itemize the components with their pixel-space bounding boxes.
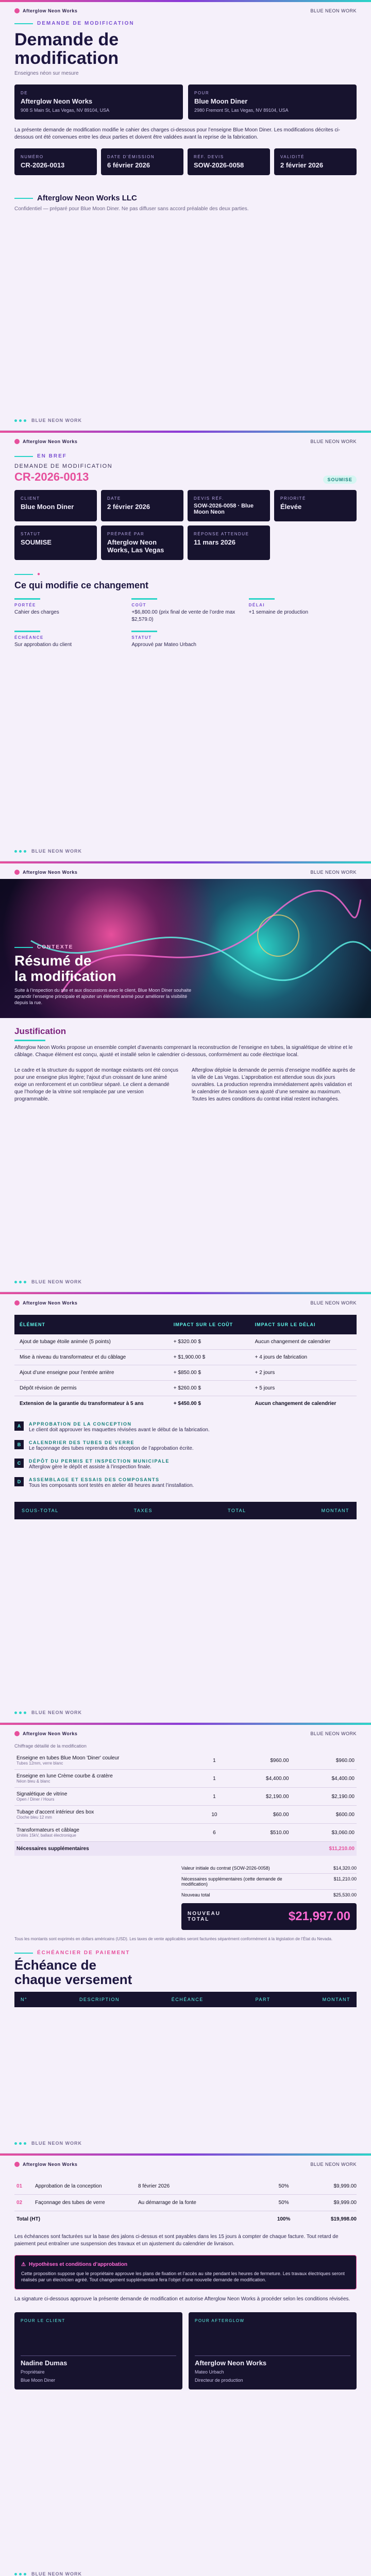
table-caption: Chiffrage détaillé de la modification xyxy=(14,1743,87,1749)
logo-mark-icon xyxy=(14,1731,20,1736)
justification-text: Afterglow Neon Works propose un ensemble complet d’avenants comprenant la reconstruction de l’enseigne en tubes, la signalétique de vitrine et le câblage. Chaque élément est conçu, ajusté et installé selon le calendrier ci-dessous, conformément au code électrique local. xyxy=(14,1045,353,1058)
page-summary: Afterglow Neon Works BLUE NEON WORK EN BREF DEMANDE DE MODIFICATION CR-2026-0013 SOUMISE CLIENT Blue Moon Diner DATE 2 février 2026 DEVIS RÉF. SOW-2026-0058 · Blue Moon Neon PRIORITÉ Élevée STATUT SOUMISE PRÉPARÉ PAR Afterglow Neon Works, Las Vegas RÉPONSE ATTENDUE 11 mars 2026 ● Ce qui modifie ce changement PORTÉE Cahier des charges COÛT +$6,800.00 (prix final de vente de l’ordre max $2,579.0) DÉLAI +1 semaine de production ÉCHÉANCE Sur approbation du client STATUT Approuvé par Mateo Urbach BLUE NEON WORK xyxy=(0,431,371,861)
pricing-table xyxy=(14,1752,357,1856)
term-marker-icon: A xyxy=(14,1421,24,1431)
payment-eyebrow: ÉCHÉANCIER DE PAIEMENT xyxy=(14,1950,357,1956)
impact-table: ÉLÉMENT IMPACT SUR LE COÛT IMPACT SUR LE DÉLAI Ajout de tubage étoile animée (5 points) + $320.00 $ Aucun changement de calendrier Mise à niveau du transformateur et du câblage + $1,900.00 $ + 4 jours de fabrication Ajout d’une enseigne pour l’entrée arrière + $850.00 $ + 2 jours Dépôt révision de permis + $260.00 $ + 5 jours Extension de la garantie du transformateur à 5 ans + $450.00 $ Aucun changement de calendrier xyxy=(14,1315,357,1411)
change-item: COÛT +$6,800.00 (prix final de vente de l’ordre max $2,579.0) xyxy=(131,598,239,623)
meta-grid: NUMÉRO CR-2026-0013 DATE D’ÉMISSION 6 février 2026 RÉF. DEVIS SOW-2026-0058 VALIDITÉ 2 février 2026 xyxy=(14,148,357,175)
signature-client: POUR LE CLIENT Nadine Dumas Propriétaire Blue Moon Diner xyxy=(14,2312,182,2389)
term-marker-icon: B xyxy=(14,1440,24,1449)
payment-terms: Les échéances sont facturées sur la base des jalons ci-dessus et sont payables dans les 15 jours à compter de chaque facture. Tout retard de paiement peut entraîner une suspension des travaux et un ajustement du calendrier de livraison. xyxy=(14,2234,339,2247)
table-row: Enseigne en tubes Blue Moon 'Diner' couleur Tubes 12mm, verre blanc 1 $960.00 $960.00 xyxy=(14,1752,357,1770)
payment-title: Échéance de chaque versement xyxy=(14,1957,132,1987)
intro-text: La présente demande de modification modifie le cahier des charges ci-dessous pour l’enseigne Blue Moon Diner. Les modifications décrites ci-dessous ont été convenues entre les deux parties et doivent être validées avant la reprise de la fabrication. xyxy=(14,127,341,140)
context-right: Afterglow déploie la demande de permis d’enseigne modifiée auprès de la ville de Las Vegas. L’approbation est attendue sous dix jours ouvrables. La production reprendra immédiatement après validation et le calendrier de livraison sera ajusté d’une semaine au maximum. Toutes les autres conditions du contrat initial restent inchangées. xyxy=(192,1067,356,1102)
hero-eyebrow: CONTEXTE xyxy=(14,944,200,950)
term-marker-icon: C xyxy=(14,1459,24,1468)
changes-list xyxy=(14,598,357,649)
company-name: Afterglow Neon Works xyxy=(23,8,78,13)
signature-vendor: POUR AFTERGLOW Afterglow Neon Works Mateo Urbach Directeur de production xyxy=(189,2312,357,2389)
doc-kind: DEMANDE DE MODIFICATION xyxy=(14,463,113,469)
table-row: Ajout de tubage étoile animée (5 points) + $320.00 $ Aucun changement de calendrier xyxy=(14,1334,357,1350)
page-cover xyxy=(0,0,371,431)
page-header xyxy=(0,2,371,18)
change-item: PORTÉE Cahier des charges xyxy=(14,598,122,623)
table-row: Dépôt révision de permis + $260.00 $ + 5 jours xyxy=(14,1381,357,1396)
eyebrow: DEMANDE DE MODIFICATION xyxy=(14,21,357,26)
logo-mark-icon xyxy=(14,439,20,444)
term-marker-icon: D xyxy=(14,1477,24,1486)
status-badge: SOUMISE xyxy=(323,476,357,484)
justification-title: Justification xyxy=(14,1026,66,1036)
context-left: Le cadre et la structure du support de montage existants ont été conçus pour une enseigne plus légère; l’ajout d’un croissant de lune animé exige un renforcement et un contrôleur séparé. Le client a demandé que l’horloge de la vitrine soit remplacée par une version programmable. xyxy=(14,1067,178,1102)
logo-mark-icon xyxy=(14,1300,20,1306)
totals-strip: SOUS-TOTAL TAXES TOTAL MONTANT xyxy=(14,1502,357,1519)
to-card: POUR Blue Moon Diner 2980 Fremont St, Las Vegas, NV 89104, USA xyxy=(188,84,357,120)
header-code: BLUE NEON WORK xyxy=(310,8,357,13)
table-row: Ajout d’une enseigne pour l’entrée arrière + $850.00 $ + 2 jours xyxy=(14,1365,357,1381)
term-item: D ASSEMBLAGE ET ESSAIS DES COMPOSANTS Tous les composants sont testés en atelier 48 heures avant l’installation. xyxy=(14,1477,357,1489)
table-row: Tubage d’accent intérieur des box Cloche bleu 12 mm 10 $60.00 $600.00 xyxy=(14,1806,357,1824)
summary-box: Valeur initiale du contrat (SOW-2026-0058) $14,320.00 Nécessaires supplémentaires (cette demande de modification) $11,210.00 Nouveau total $25,530.00 NOUVEAU TOTAL $21,997.00 xyxy=(181,1863,357,1930)
table-row: Signalétique de vitrine Open / Diner / Hours 1 $2,190.00 $2,190.00 xyxy=(14,1788,357,1806)
terms-list xyxy=(14,1421,357,1489)
hero-title: Résumé de la modification xyxy=(14,953,116,984)
changes-title: Ce qui modifie ce changement xyxy=(14,580,149,590)
table-row: Transformateurs et câblage Unités 15kV, ballast électronique 6 $510.00 $3,060.00 xyxy=(14,1824,357,1842)
change-item: STATUT Approuvé par Mateo Urbach xyxy=(131,631,239,649)
hero-text: Suite à l’inspection du site et aux discussions avec le client, Blue Moon Diner souhaite agrandir l’enseigne principale et ajouter un élément animé pour améliorer la visibilité depuis la rue. xyxy=(14,988,192,1005)
approval-text: La signature ci-dessous approuve la présente demande de modification et autorise Afterglow Neon Works à procéder selon les conditions révisées. xyxy=(14,2296,350,2302)
company-logo xyxy=(14,8,77,13)
change-item: ÉCHÉANCE Sur approbation du client xyxy=(14,631,122,649)
from-card: DE Afterglow Neon Works 908 S Main St, Las Vegas, NV 89104, USA xyxy=(14,84,183,120)
signature-company: Afterglow Neon Works LLC xyxy=(37,194,137,202)
hero-image xyxy=(0,879,371,1018)
logo-mark-icon xyxy=(14,8,20,13)
callout-box: ⚠ Hypothèses et conditions d’approbation Cette proposition suppose que le propriétaire approuve les plans de fixation et l’accès au site pendant les heures de fermeture. Les travaux électriques seront réalisés par un électricien agréé. Tout changement supplémentaire fera l’objet d’une nouvelle demande de modification. xyxy=(14,2255,357,2290)
logo-mark-icon xyxy=(14,2162,20,2167)
warning-icon: ⚠ xyxy=(21,2262,26,2267)
currency-note: Tous les montants sont exprimés en dollars américains (USD). Les taxes de vente applicables seront facturées séparément conformément à la législation de l’État du Nevada. xyxy=(14,1937,333,1941)
payment-table xyxy=(14,2178,357,2227)
table-row: 01 Approbation de la conception 8 février 2026 50% $9,999.00 xyxy=(14,2178,357,2195)
document-title: Demande de modification xyxy=(14,30,119,68)
doc-number: CR-2026-0013 xyxy=(14,470,89,483)
eyebrow: EN BREF xyxy=(14,453,357,459)
page-pricing: Afterglow Neon Works BLUE NEON WORK Chiffrage détaillé de la modification Enseigne en tubes Blue Moon 'Diner' couleur Tubes 12mm, verre blanc 1 $960.00 $960.00 Enseigne en lune Crème courbe & cratère Néon bleu & blanc 1 $4,400.00 $4,400.00 Signalétique de vitrine Open / Diner / Hours 1 $2,190.00 $2,190.00 Tubage d’accent intérieur des box Cloche bleu 12 mm 10 $60.00 $600.00 Transformateurs et câblage Unités 15kV, ballast électronique 6 $510.00 $3,060.00 Nécessaires supplémentaires $11,210.00 Valeur initiale du contrat (SOW-2026-0058) $14,320.00 Nécessaires supplémentaires (cette demande de modification) $11,210.00 Nouveau total $25,530.00 NOUVEAU TOTAL $21,997.00 Tous les montants sont exprimés en dollars américains (USD). Les taxes de vente applicables seront facturées séparément conformément à la législation de l’État du Nevada. ÉCHÉANCIER DE PAIEMENT Échéance de chaque versement N° DESCRIPTION ÉCHÉANCE PART MONTANT BLUE NEON WORK xyxy=(0,1723,371,2154)
page-payment: Afterglow Neon Works BLUE NEON WORK 01 Approbation de la conception 8 février 2026 50% $9,999.00 02 Façonnage des tubes de verre Au démarrage de la fonte 50% $9,999.00 Total (HT) 100% $19,998.00 Les échéances sont facturées sur la base des jalons ci-dessus et sont payables dans les 15 jours à compter de chaque facture. Tout retard de paiement peut entraîner une suspension des travaux et un ajustement du calendrier de livraison. ⚠ Hypothèses et conditions d’approbation Cette proposition suppose que le propriétaire approuve les plans de fixation et l’accès au site pendant les heures de fermeture. Les travaux électriques seront réalisés par un électricien agréé. Tout changement supplémentaire fera l’objet d’une nouvelle demande de modification. La signature ci-dessous approuve la présente demande de modification et autorise Afterglow Neon Works à procéder selon les conditions révisées. POUR LE CLIENT Nadine Dumas Propriétaire Blue Moon Diner POUR AFTERGLOW Afterglow Neon Works Mateo Urbach Directeur de production BLUE NEON WORK xyxy=(0,2154,371,2576)
table-row: Enseigne en lune Crème courbe & cratère Néon bleu & blanc 1 $4,400.00 $4,400.00 xyxy=(14,1770,357,1788)
term-item: A APPROBATION DE LA CONCEPTION Le client doit approuver les maquettes révisées avant le début de la fabrication. xyxy=(14,1421,357,1434)
logo-mark-icon xyxy=(14,870,20,875)
term-item: B CALENDRIER DES TUBES DE VERRE Le façonnage des tubes reprendra dès réception de l’approbation écrite. xyxy=(14,1440,357,1452)
total-row: Total (HT) 100% $19,998.00 xyxy=(16,2216,357,2222)
page-context: Afterglow Neon Works BLUE NEON WORK CONTEXTE Résumé de la modification Suite à l’inspection du site et aux discussions avec le client, Blue Moon Diner souhaite agrandir l’enseigne principale et ajouter un élément animé pour améliorer la visibilité depuis la rue. Justification Afterglow Neon Works propose un ensemble complet d’avenants comprenant la reconstruction de l’enseigne en tubes, la signalétique de vitrine et le câblage. Chaque élément est conçu, ajusté et installé selon le calendrier ci-dessous, conformément au code électrique local. Le cadre et la structure du support de montage existants ont été conçus pour une enseigne plus légère; l’ajout d’un croissant de lune animé exige un renforcement et un contrôleur séparé. Le client a demandé que l’horloge de la vitrine soit remplacée par une version programmable. Afterglow déploie la demande de permis d’enseigne modifiée auprès de la ville de Las Vegas. L’approbation est attendue sous dix jours ouvrables. La production reprendra immédiatement après validation et le calendrier de livraison sera ajusté d’une semaine au maximum. Toutes les autres conditions du contrat initial restent inchangées. BLUE NEON WORK xyxy=(0,861,371,1292)
table-row: Extension de la garantie du transformateur à 5 ans + $450.00 $ Aucun changement de calendrier xyxy=(20,1401,336,1406)
document-subtitle: Enseignes néon sur mesure xyxy=(14,71,79,76)
table-row: 02 Façonnage des tubes de verre Au démarrage de la fonte 50% $9,999.00 xyxy=(14,2195,357,2211)
page-footer: BLUE NEON WORK xyxy=(14,418,357,423)
page-impact: Afterglow Neon Works BLUE NEON WORK ÉLÉMENT IMPACT SUR LE COÛT IMPACT SUR LE DÉLAI Ajout de tubage étoile animée (5 points) + $320.00 $ Aucun changement de calendrier Mise à niveau du transformateur et du câblage + $1,900.00 $ + 4 jours de fabrication Ajout d’une enseigne pour l’entrée arrière + $850.00 $ + 2 jours Dépôt révision de permis + $260.00 $ + 5 jours Extension de la garantie du transformateur à 5 ans + $450.00 $ Aucun changement de calendrier A APPROBATION DE LA CONCEPTION Le client doit approuver les maquettes révisées avant le début de la fabrication. B CALENDRIER DES TUBES DE VERRE Le façonnage des tubes reprendra dès réception de l’approbation écrite. C DÉPÔT DU PERMIS ET INSPECTION MUNICIPALE Afterglow gère le dépôt et assiste à l’inspection finale. D ASSEMBLAGE ET ESSAIS DES COMPOSANTS Tous les composants sont testés en atelier 48 heures avant l’installation. SOUS-TOTAL TAXES TOTAL MONTANT BLUE NEON WORK xyxy=(0,1292,371,1723)
summary-grid: CLIENT Blue Moon Diner DATE 2 février 2026 DEVIS RÉF. SOW-2026-0058 · Blue Moon Neon PRIORITÉ Élevée STATUT SOUMISE PRÉPARÉ PAR Afterglow Neon Works, Las Vegas RÉPONSE ATTENDUE 11 mars 2026 xyxy=(14,490,357,560)
change-item: DÉLAI +1 semaine de production xyxy=(249,598,357,623)
payment-table-head: N° DESCRIPTION ÉCHÉANCE PART MONTANT xyxy=(14,1992,357,2007)
term-item: C DÉPÔT DU PERMIS ET INSPECTION MUNICIPALE Afterglow gère le dépôt et assiste à l’inspection finale. xyxy=(14,1459,357,1471)
table-row: Mise à niveau du transformateur et du câblage + $1,900.00 $ + 4 jours de fabrication xyxy=(14,1350,357,1365)
new-total: NOUVEAU TOTAL $21,997.00 xyxy=(181,1903,357,1930)
confidential-note: Confidentiel — préparé pour Blue Moon Diner. Ne pas diffuser sans accord préalable des deux parties. xyxy=(14,206,249,212)
subtotal-row: Nécessaires supplémentaires $11,210.00 xyxy=(14,1842,357,1856)
